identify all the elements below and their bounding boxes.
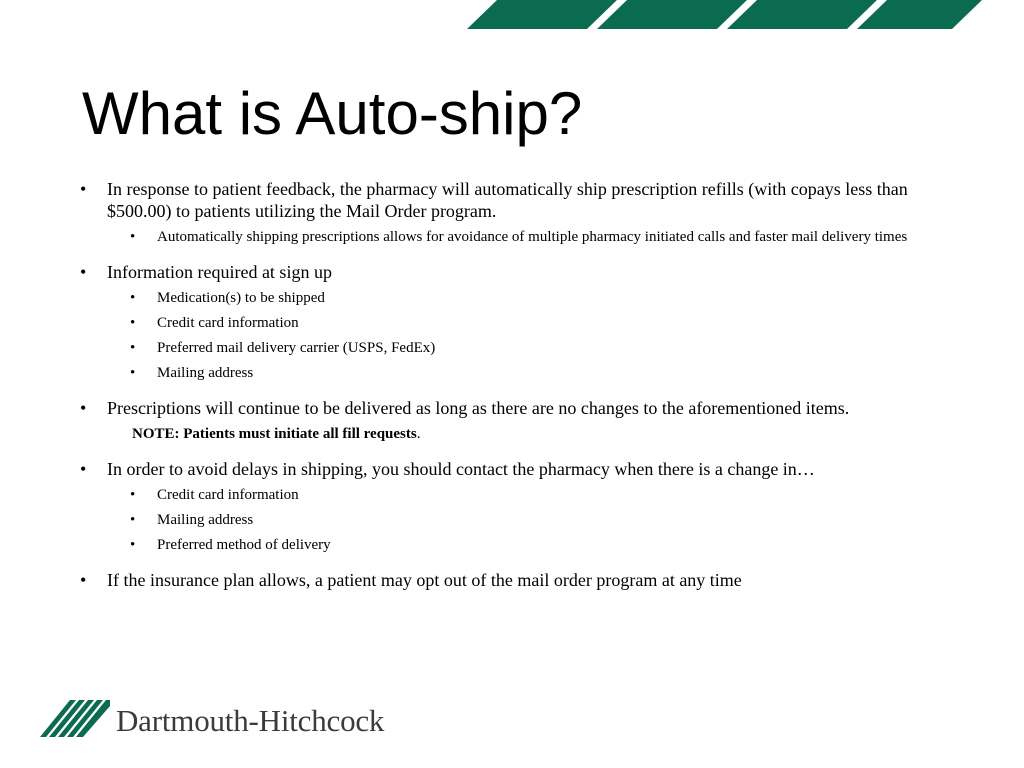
sub-bullet-text: Medication(s) to be shipped: [157, 290, 325, 306]
bullet-icon: •: [80, 179, 87, 199]
sub-bullet-text: Preferred method of delivery: [157, 537, 331, 553]
sub-bullet-text: Preferred mail delivery carrier (USPS, FedEx): [157, 340, 436, 356]
bullet-icon: •: [130, 487, 136, 503]
logo-wordmark: Dartmouth-Hitchcock: [116, 703, 385, 738]
bullet-item: [80, 178, 940, 222]
note-end-text: .: [416, 426, 421, 442]
bullet-icon: •: [130, 512, 136, 528]
bullet-icon: •: [130, 229, 136, 245]
bullet-icon: •: [80, 398, 87, 418]
bullet-text: In order to avoid delays in shipping, you should contact the pharmacy when there is a change in…: [107, 459, 815, 479]
bullet-item: [80, 458, 940, 480]
sub-bullet-text: Credit card information: [157, 487, 299, 503]
bullet-list: [80, 178, 940, 597]
bullet-item: [80, 261, 940, 283]
sub-bullet-item: [80, 536, 940, 555]
bullet-icon: •: [80, 262, 87, 282]
sub-bullet-item: [80, 339, 940, 358]
bullet-icon: •: [130, 340, 136, 356]
header-stripe: [597, 0, 747, 29]
header-stripe: [727, 0, 877, 29]
note-bold-text: NOTE: Patients must initiate all fill requests: [132, 426, 417, 442]
sub-bullet-text: Automatically shipping prescriptions allows for avoidance of multiple pharmacy initiated calls and faster mail delivery times: [157, 229, 908, 245]
diagonal-stripes-logo-icon: [40, 700, 110, 738]
header-stripes-decoration: [0, 0, 1024, 30]
sub-bullet-text: Mailing address: [157, 512, 254, 528]
bullet-text: Prescriptions will continue to be delivered as long as there are no changes to the aforementioned items.: [107, 398, 850, 418]
bullet-icon: •: [130, 315, 136, 331]
sub-bullet-item: [80, 228, 940, 247]
bullet-text: If the insurance plan allows, a patient may opt out of the mail order program at any time: [107, 570, 742, 590]
header-stripe: [857, 0, 982, 29]
bullet-item: [80, 569, 940, 591]
bullet-item: [80, 397, 940, 419]
dartmouth-hitchcock-logo: [40, 700, 440, 740]
note-text: [80, 425, 940, 444]
header-stripe: [467, 0, 617, 29]
sub-bullet-item: [80, 314, 940, 333]
bullet-icon: •: [130, 290, 136, 306]
bullet-text: In response to patient feedback, the pharmacy will automatically ship prescription refills (with copays less than $500.00) to patients utilizing the Mail Order program.: [107, 179, 908, 221]
sub-bullet-text: Mailing address: [157, 365, 254, 381]
bullet-icon: •: [130, 365, 136, 381]
sub-bullet-item: [80, 486, 940, 505]
sub-bullet-item: [80, 289, 940, 308]
bullet-icon: •: [80, 570, 87, 590]
bullet-icon: •: [130, 537, 136, 553]
slide-title: What is Auto-ship?: [82, 80, 583, 147]
sub-bullet-item: [80, 364, 940, 383]
bullet-icon: •: [80, 459, 87, 479]
sub-bullet-text: Credit card information: [157, 315, 299, 331]
bullet-text: Information required at sign up: [107, 262, 332, 282]
sub-bullet-item: [80, 511, 940, 530]
